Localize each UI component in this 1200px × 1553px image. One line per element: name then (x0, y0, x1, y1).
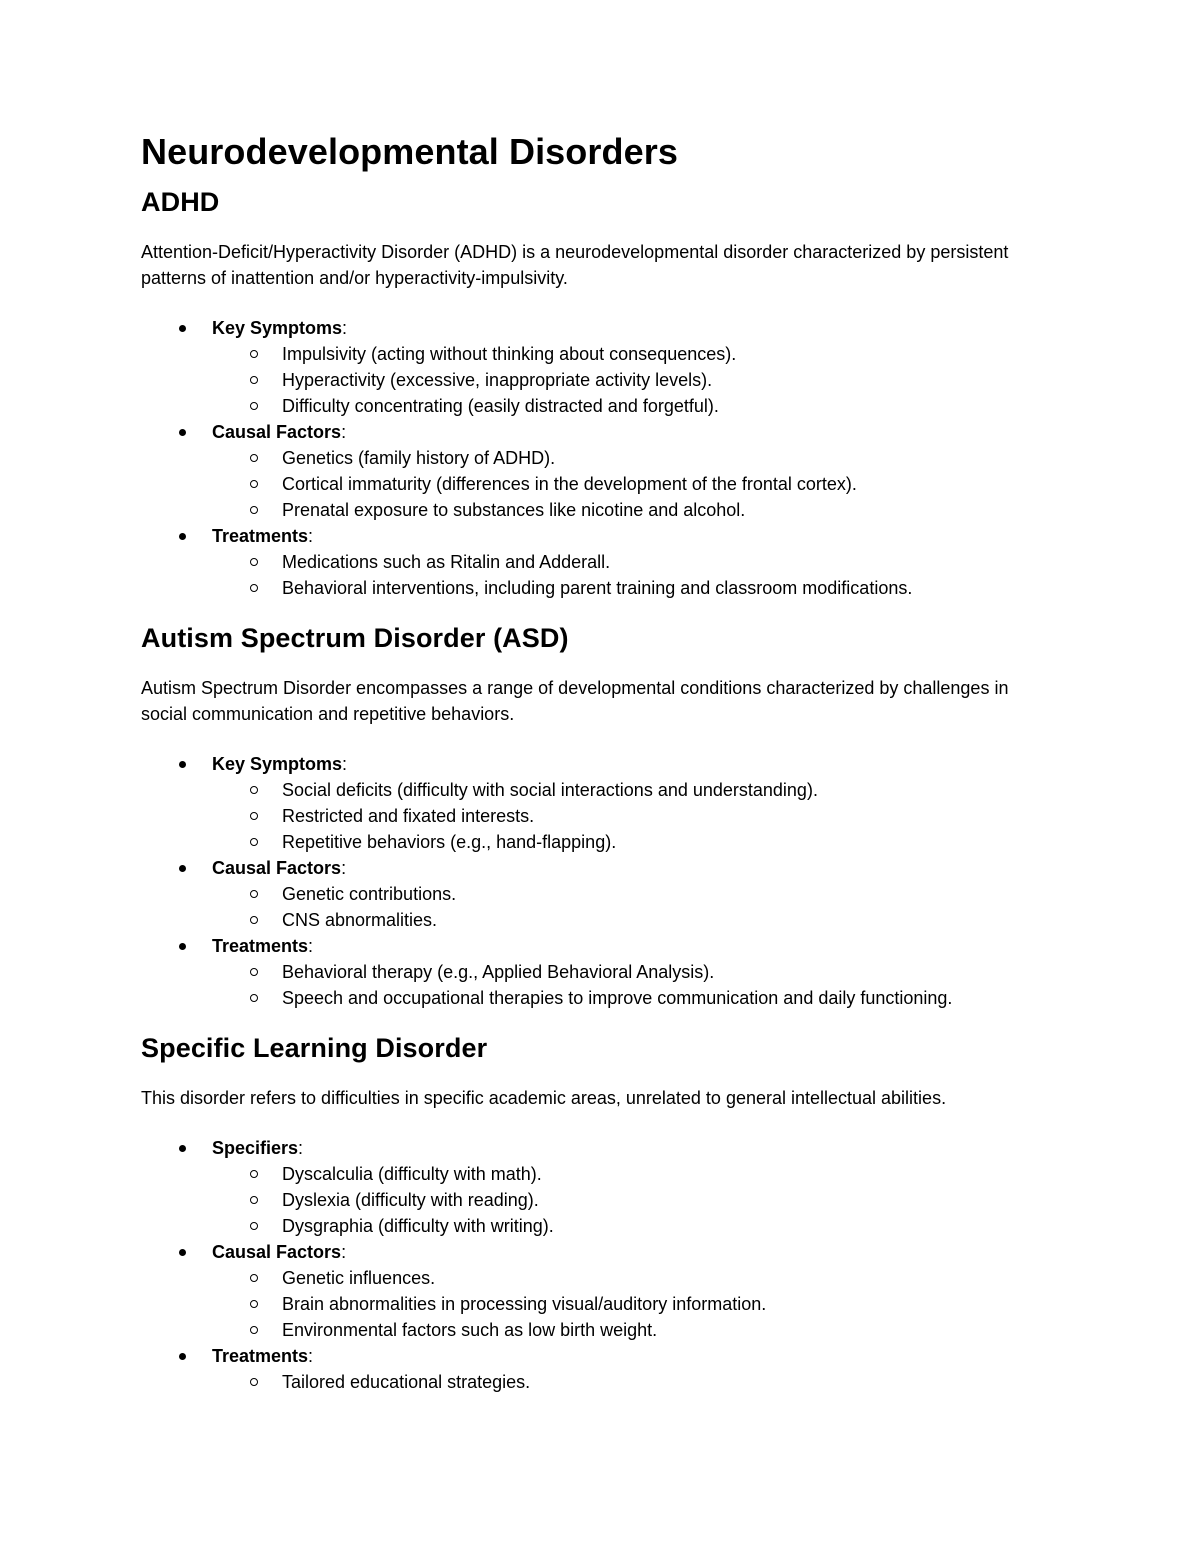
bullet-dot-icon (179, 429, 186, 436)
section-intro-sld: This disorder refers to difficulties in specific academic areas, unrelated to general intellectual abilities. (141, 1088, 947, 1108)
bullet-circle-icon (250, 558, 258, 566)
section-heading-sld: Specific Learning Disorder (141, 1033, 488, 1063)
bullet-list-adhd (141, 315, 1041, 601)
sub-list (212, 341, 1041, 419)
sub-list-item (141, 907, 1041, 933)
list-item: Treatments: Tailored educational strategies. (141, 1343, 1041, 1395)
sub-list-item (141, 575, 1041, 601)
bullet-dot-icon (179, 325, 186, 332)
list-item-term: Treatments (212, 526, 309, 546)
bullet-dot-icon (179, 761, 186, 768)
bullet-circle-icon (250, 786, 258, 794)
bullet-circle-icon (250, 584, 258, 592)
sub-list-item (141, 341, 1041, 367)
bullet-circle-icon (250, 1196, 258, 1204)
list-item-term: Specifiers (212, 1138, 299, 1158)
sub-list-item (141, 1213, 1041, 1239)
sub-list-item-text: Dyscalculia (difficulty with math). (282, 1164, 542, 1184)
sub-list-item (141, 1187, 1041, 1213)
document-body (141, 165, 1041, 1395)
sub-list-item (141, 549, 1041, 575)
bullet-circle-icon (250, 506, 258, 514)
bullet-circle-icon (250, 838, 258, 846)
sub-list-item-text: Repetitive behaviors (e.g., hand-flapping). (282, 832, 617, 852)
sub-list (212, 445, 1041, 523)
section-intro-adhd: Attention-Deficit/Hyperactivity Disorder (ADHD) is a neurodevelopmental disorder characterized by persistent patterns of inattention and/or hyperactivity-impulsivity. (141, 242, 1009, 288)
sub-list-item (141, 471, 1041, 497)
sub-list-item (141, 1265, 1041, 1291)
sub-list (212, 881, 1041, 933)
sub-list-item-text: Impulsivity (acting without thinking about consequences). (282, 344, 737, 364)
sub-list-item-text: Genetics (family history of ADHD). (282, 448, 556, 468)
sub-list-item-text: Prenatal exposure to substances like nicotine and alcohol. (282, 500, 746, 520)
sub-list-item (141, 497, 1041, 523)
sub-list-item (141, 829, 1041, 855)
sub-list-item-text: Genetic influences. (282, 1268, 436, 1288)
list-item-term: Treatments (212, 936, 309, 956)
bullet-circle-icon (250, 376, 258, 384)
bullet-circle-icon (250, 1170, 258, 1178)
section-heading-asd: Autism Spectrum Disorder (ASD) (141, 623, 569, 653)
list-item: Causal Factors: Genetics (family history of ADHD). Cortical immaturity (differences in the development of the frontal cortex). Prenatal exposure to substances like nicotine and alcohol. (141, 419, 1041, 523)
sub-list-item (141, 803, 1041, 829)
sub-list-item-text: Behavioral interventions, including parent training and classroom modifications. (282, 578, 913, 598)
sub-list-item-text: Hyperactivity (excessive, inappropriate activity levels). (282, 370, 713, 390)
list-item-term: Causal Factors (212, 422, 342, 442)
sub-list-item-text: Speech and occupational therapies to improve communication and daily functioning. (282, 988, 953, 1008)
document-title: Neurodevelopmental Disorders (141, 131, 678, 172)
sub-list (212, 777, 1041, 855)
list-item-term: Treatments (212, 1346, 309, 1366)
bullet-list-asd (141, 751, 1041, 1011)
bullet-dot-icon (179, 1353, 186, 1360)
sub-list-item (141, 445, 1041, 471)
sub-list-item (141, 393, 1041, 419)
sub-list-item-text: Genetic contributions. (282, 884, 457, 904)
list-item: Key Symptoms: Social deficits (difficulty with social interactions and understanding). Restricted and fixated interests. Repetitive behaviors (e.g., hand-flapping). (141, 751, 1041, 855)
bullet-circle-icon (250, 1300, 258, 1308)
sub-list-item-text: CNS abnormalities. (282, 910, 438, 930)
sub-list-item-text: Restricted and fixated interests. (282, 806, 535, 826)
sub-list-item-text: Social deficits (difficulty with social interactions and understanding). (282, 780, 818, 800)
sub-list-item-text: Cortical immaturity (differences in the development of the frontal cortex). (282, 474, 857, 494)
list-item: Causal Factors: Genetic contributions. CNS abnormalities. (141, 855, 1041, 933)
sub-list-item (141, 959, 1041, 985)
bullet-circle-icon (250, 1274, 258, 1282)
list-item: Treatments: Behavioral therapy (e.g., Applied Behavioral Analysis). Speech and occupational therapies to improve communication and daily functioning. (141, 933, 1041, 1011)
sub-list-item-text: Environmental factors such as low birth weight. (282, 1320, 658, 1340)
section-intro-asd: Autism Spectrum Disorder encompasses a range of developmental conditions characterized by challenges in social communication and repetitive behaviors. (141, 678, 1009, 724)
bullet-circle-icon (250, 402, 258, 410)
bullet-circle-icon (250, 916, 258, 924)
sub-list-item-text: Dysgraphia (difficulty with writing). (282, 1216, 554, 1236)
document-page (141, 131, 1041, 1395)
bullet-circle-icon (250, 1222, 258, 1230)
list-item: Key Symptoms: Impulsivity (acting without thinking about consequences). Hyperactivity (excessive, inappropriate activity levels). Difficulty concentrating (easily distracted and forgetful). (141, 315, 1041, 419)
list-item: Causal Factors: Genetic influences. Brain abnormalities in processing visual/auditory information. Environmental factors such as low birth weight. (141, 1239, 1041, 1343)
sub-list-item-text: Dyslexia (difficulty with reading). (282, 1190, 539, 1210)
bullet-circle-icon (250, 480, 258, 488)
list-item-term: Key Symptoms (212, 754, 343, 774)
sub-list-item (141, 1369, 1041, 1395)
section-heading-adhd: ADHD (141, 187, 220, 217)
sub-list-item (141, 1161, 1041, 1187)
sub-list (212, 549, 1041, 601)
bullet-dot-icon (179, 1249, 186, 1256)
sub-list-item (141, 1317, 1041, 1343)
bullet-circle-icon (250, 994, 258, 1002)
list-item: Specifiers: Dyscalculia (difficulty with math). Dyslexia (difficulty with reading). Dysgraphia (difficulty with writing). (141, 1135, 1041, 1239)
sub-list (212, 1161, 1041, 1239)
list-item: Treatments: Medications such as Ritalin and Adderall. Behavioral interventions, including parent training and classroom modifications. (141, 523, 1041, 601)
sub-list (212, 1369, 1041, 1395)
bullet-dot-icon (179, 943, 186, 950)
sub-list-item-text: Tailored educational strategies. (282, 1372, 531, 1392)
bullet-circle-icon (250, 968, 258, 976)
bullet-circle-icon (250, 1326, 258, 1334)
bullet-dot-icon (179, 1145, 186, 1152)
bullet-list-sld (141, 1135, 1041, 1395)
bullet-dot-icon (179, 533, 186, 540)
sub-list-item (141, 367, 1041, 393)
sub-list-item-text: Behavioral therapy (e.g., Applied Behavioral Analysis). (282, 962, 715, 982)
sub-list-item-text: Medications such as Ritalin and Adderall. (282, 552, 611, 572)
sub-list-item (141, 881, 1041, 907)
sub-list-item-text: Difficulty concentrating (easily distracted and forgetful). (282, 396, 719, 416)
sub-list-item (141, 985, 1041, 1011)
list-item-term: Key Symptoms (212, 318, 343, 338)
sub-list (212, 959, 1041, 1011)
bullet-circle-icon (250, 890, 258, 898)
bullet-circle-icon (250, 350, 258, 358)
bullet-circle-icon (250, 812, 258, 820)
sub-list (212, 1265, 1041, 1343)
bullet-circle-icon (250, 1378, 258, 1386)
bullet-circle-icon (250, 454, 258, 462)
sub-list-item (141, 1291, 1041, 1317)
list-item-term: Causal Factors (212, 858, 342, 878)
sub-list-item (141, 777, 1041, 803)
bullet-dot-icon (179, 865, 186, 872)
sub-list-item-text: Brain abnormalities in processing visual/auditory information. (282, 1294, 767, 1314)
list-item-term: Causal Factors (212, 1242, 342, 1262)
